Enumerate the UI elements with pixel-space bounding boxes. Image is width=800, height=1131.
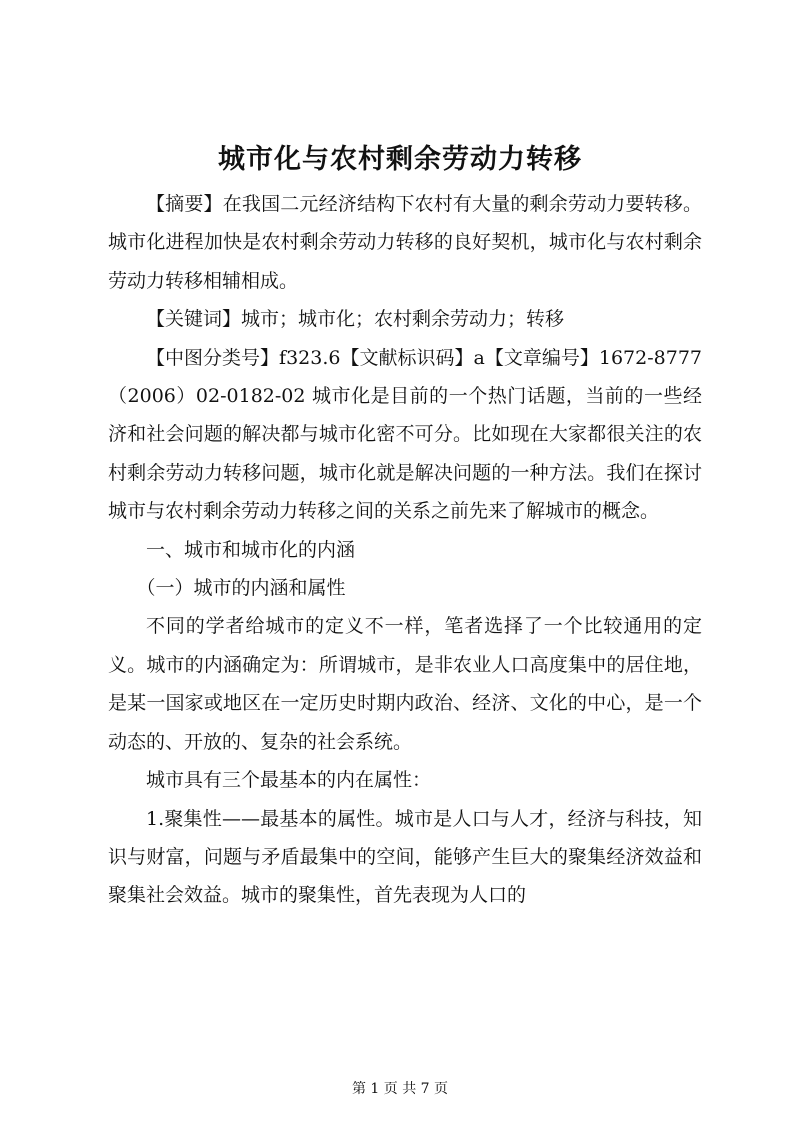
- keywords-paragraph: 【关键词】城市；城市化；农村剩余劳动力；转移: [146, 308, 565, 331]
- section-heading: 一、城市和城市化的内涵: [146, 538, 356, 561]
- document-title: 城市化与农村剩余劳动力转移: [218, 144, 582, 175]
- body-paragraph: 城市具有三个最基本的内在属性：: [146, 769, 432, 792]
- classification-paragraph: 【中图分类号】f323.6【文献标识码】a【文章编号】1672-8777（2006）02-0182-02 城市化是目前的一个热门话题，当前的一些经济和社会问题的解决都与城市化密不可分。比如现在大家都很关注的农村剩余劳动力转移问题，城市化就是解决问题的一种方法。我们在探讨城市与农村剩余劳动力转移之间的关系之前先来了解城市的概念。: [108, 346, 702, 523]
- abstract-paragraph: 【摘要】在我国二元经济结构下农村有大量的剩余劳动力要转移。城市化进程加快是农村剩余劳动力转移的良好契机，城市化与农村剩余劳动力转移相辅相成。: [108, 193, 702, 292]
- page-footer: 第 1 页 共 7 页: [351, 1081, 449, 1097]
- body-paragraph: 不同的学者给城市的定义不一样，笔者选择了一个比较通用的定义。城市的内涵确定为：所谓城市，是非农业人口高度集中的居住地，是某一国家或地区在一定历史时期内政治、经济、文化的中心，是一个动态的、开放的、复杂的社会系统。: [108, 615, 702, 753]
- document-body: [108, 185, 702, 915]
- body-paragraph: 1.聚集性——最基本的属性。城市是人口与人才，经济与科技，知识与财富，问题与矛盾最集中的空间，能够产生巨大的聚集经济效益和聚集社会效益。城市的聚集性，首先表现为人口的: [108, 807, 702, 907]
- subsection-heading: （一）城市的内涵和属性: [136, 577, 346, 600]
